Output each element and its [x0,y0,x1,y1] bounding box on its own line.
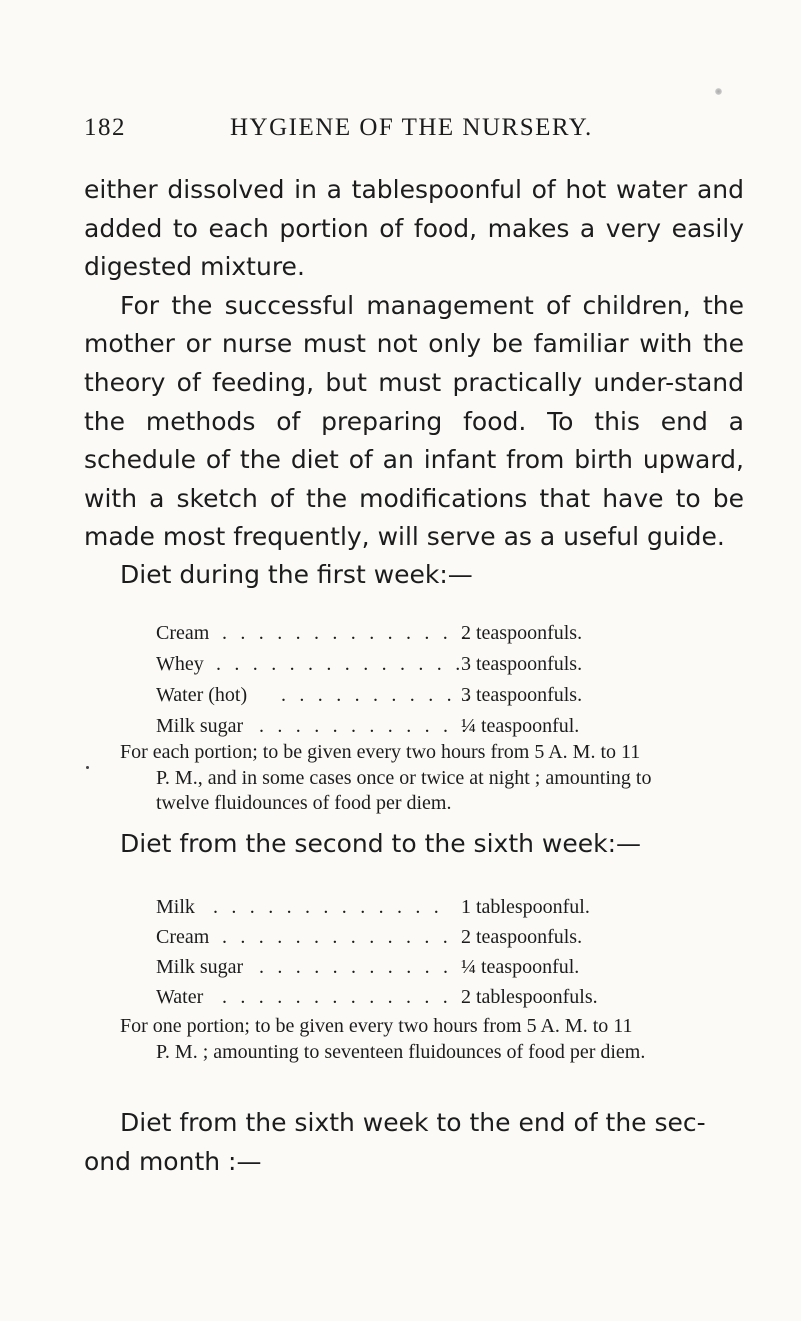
section-1-note [120,740,740,817]
quantity: ¼ teaspoonful. [461,956,580,978]
ingredient: Cream [156,622,210,644]
recipe-row [156,713,716,739]
quantity: 1 tablespoonful. [461,896,590,918]
recipe-row [156,651,716,677]
leader-dots: . . . . . . . . . . . [281,684,475,706]
ingredient: Whey [156,653,204,675]
paragraph-1: either dissolved in a tablespoonful of hot water and added to each portion of food, makes a very easily digested mixture. [84,175,744,282]
ingredient: Water (hot) [156,684,248,706]
note-line: P. M. ; amounting to seventeen fluidounces of food per diem. [156,1040,646,1063]
body-text [84,171,744,557]
note-line: P. M., and in some cases once or twice at night ; amounting to [156,766,652,789]
section-3-heading: Diet from the sixth week to the end of the sec-ond month :— [84,1108,706,1176]
section-2-heading: Diet from the second to the sixth week:— [120,829,642,858]
recipe-row [156,894,716,920]
leader-dots: . . . . . . . . . . . . . . [222,622,471,644]
ingredient: Cream [156,926,210,948]
leader-dots: . . . . . . . . . . . [259,956,453,978]
recipe-row [156,984,716,1010]
ingredient: Milk [156,896,195,918]
leader-dots: . . . . . . . . . . . . . [222,926,452,948]
ingredient: Milk sugar [156,956,244,978]
note-line: For each portion; to be given every two hours from 5 A. M. to 11 [120,741,641,763]
quantity: 3 teaspoonfuls. [461,684,583,706]
section-1-heading: Diet during the first week:— [120,560,473,589]
paragraph-2: For the successful management of children, the mother or nurse must not only be familiar with the theory of feeding, but must practically under-stand the methods of preparing food. To this end a schedule of the diet of an infant from birth upward, with a sketch of the modifications that have to be made most frequently, will serve as a useful guide. [84,290,744,552]
note-line: For one portion; to be given every two hours from 5 A. M. to 11 [120,1015,633,1037]
running-title: HYGIENE OF THE NURSERY. [230,114,593,141]
section-2-note [120,1014,740,1065]
note-line: twelve fluidounces of food per diem. [156,792,452,814]
leader-dots: . . . . . . . . . . . . [259,715,471,737]
page-number: 182 [84,114,126,141]
leader-dots: . . . . . . . . . . . . . [222,986,452,1008]
quantity: 2 tablespoonfuls. [461,986,598,1008]
quantity: 2 teaspoonfuls. [461,622,583,644]
leader-dots: . . . . . . . . . . . . . [213,896,443,918]
quantity: 2 teaspoonfuls. [461,926,583,948]
section-1-recipe [156,620,716,737]
quantity: 3 teaspoonfuls. [461,653,583,675]
quantity: ¼ teaspoonful. [461,715,580,737]
page-speck [715,88,722,95]
recipe-row [156,924,716,950]
stray-mark [86,766,89,769]
recipe-row [156,954,716,980]
recipe-row [156,682,716,708]
ingredient: Water [156,986,204,1008]
section-2-recipe [156,894,716,1008]
ingredient: Milk sugar [156,715,244,737]
leader-dots: . . . . . . . . . . . . . . [216,653,465,675]
recipe-row [156,620,716,646]
